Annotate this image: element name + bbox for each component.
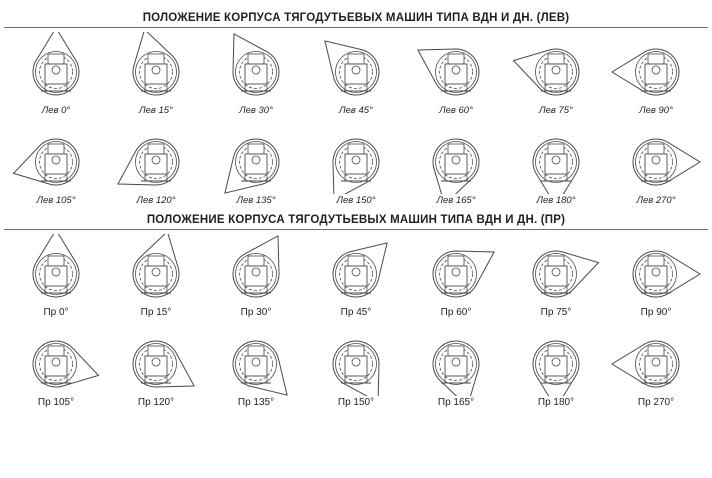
fan-figure: [208, 324, 304, 396]
fan-figure: [608, 234, 704, 306]
figure-cell[interactable]: [208, 122, 304, 206]
fan-figure: [208, 234, 304, 306]
figure-caption: Лев 90°: [639, 105, 673, 116]
fan-figure: [608, 122, 704, 194]
section-lev-title: ПОЛОЖЕНИЕ КОРПУСА ТЯГОДУТЬЕВЫХ МАШИН ТИПА ВДН И ДН. (ЛЕВ): [142, 12, 570, 24]
fan-figure: [308, 32, 404, 104]
figure-caption: Пр 165°: [437, 397, 475, 408]
figure-caption: Лев 150°: [336, 195, 376, 206]
pr-row-2: [0, 324, 712, 408]
figure-caption: Лев 30°: [239, 105, 273, 116]
fan-figure: [408, 324, 504, 396]
figure-caption: Пр 0°: [43, 307, 69, 318]
section-lev: [0, 0, 712, 206]
fan-figure: [108, 122, 204, 194]
figure-caption: Пр 15°: [140, 307, 172, 318]
fan-figure: [508, 32, 604, 104]
figure-caption: Лев 165°: [436, 195, 476, 206]
section-pr-title: ПОЛОЖЕНИЕ КОРПУСА ТЯГОДУТЬЕВЫХ МАШИН ТИПА ВДН И ДН. (ПР): [146, 214, 566, 226]
figure-caption: Пр 120°: [137, 397, 175, 408]
figure-cell[interactable]: [608, 32, 704, 116]
figure-caption: Лев 15°: [139, 105, 173, 116]
figure-cell[interactable]: [608, 122, 704, 206]
figure-caption: Пр 105°: [37, 397, 75, 408]
figure-caption: Пр 180°: [537, 397, 575, 408]
fan-figure: [108, 32, 204, 104]
figure-cell[interactable]: [408, 324, 504, 408]
figure-cell[interactable]: [8, 122, 104, 206]
fan-figure: [108, 234, 204, 306]
figure-caption: Пр 75°: [540, 307, 572, 318]
section-pr-title-wrap: [0, 206, 712, 226]
figure-cell[interactable]: [8, 234, 104, 318]
figure-caption: Лев 270°: [636, 195, 676, 206]
figure-cell[interactable]: [508, 122, 604, 206]
figure-cell[interactable]: [108, 122, 204, 206]
fan-figure: [208, 32, 304, 104]
figure-cell[interactable]: [208, 234, 304, 318]
fan-figure: [408, 234, 504, 306]
fan-figure: [508, 234, 604, 306]
fan-figure: [8, 234, 104, 306]
figure-caption: Лев 0°: [41, 105, 71, 116]
figure-cell[interactable]: [408, 32, 504, 116]
figure-cell[interactable]: [108, 324, 204, 408]
figure-caption: Лев 180°: [536, 195, 576, 206]
figure-cell[interactable]: [308, 32, 404, 116]
section-pr: [0, 206, 712, 408]
fan-figure: [208, 122, 304, 194]
figure-cell[interactable]: [608, 324, 704, 408]
figure-caption: Пр 60°: [440, 307, 472, 318]
fan-figure: [108, 324, 204, 396]
fan-figure: [308, 122, 404, 194]
figure-cell[interactable]: [408, 122, 504, 206]
figure-cell[interactable]: [508, 234, 604, 318]
figure-caption: Лев 135°: [236, 195, 276, 206]
figure-cell[interactable]: [308, 122, 404, 206]
figure-caption: Пр 270°: [637, 397, 675, 408]
figure-cell[interactable]: [108, 234, 204, 318]
figure-caption: Лев 60°: [439, 105, 473, 116]
section-lev-title-wrap: [0, 0, 712, 24]
fan-figure: [308, 324, 404, 396]
figure-cell[interactable]: [408, 234, 504, 318]
fan-figure: [608, 324, 704, 396]
figure-cell[interactable]: [8, 32, 104, 116]
fan-figure: [8, 122, 104, 194]
fan-figure: [308, 234, 404, 306]
figure-caption: Пр 135°: [237, 397, 275, 408]
lev-row-2: [0, 122, 712, 206]
fan-figure: [508, 122, 604, 194]
figure-cell[interactable]: [208, 324, 304, 408]
figure-caption: Лев 120°: [136, 195, 176, 206]
figure-cell[interactable]: [308, 234, 404, 318]
figure-caption: Пр 30°: [240, 307, 272, 318]
figure-caption: Лев 45°: [339, 105, 373, 116]
figure-cell[interactable]: [8, 324, 104, 408]
pr-row-1: [0, 230, 712, 318]
fan-figure: [8, 324, 104, 396]
figure-caption: Лев 75°: [539, 105, 573, 116]
figure-cell[interactable]: [108, 32, 204, 116]
fan-figure: [508, 324, 604, 396]
figure-caption: Пр 45°: [340, 307, 372, 318]
fan-figure: [8, 32, 104, 104]
figure-cell[interactable]: [508, 324, 604, 408]
fan-figure: [408, 122, 504, 194]
figure-caption: Пр 150°: [337, 397, 375, 408]
figure-cell[interactable]: [608, 234, 704, 318]
fan-figure: [608, 32, 704, 104]
lev-row-1: [0, 28, 712, 116]
figure-cell[interactable]: [508, 32, 604, 116]
figure-caption: Пр 90°: [640, 307, 672, 318]
fan-figure: [408, 32, 504, 104]
figure-caption: Лев 105°: [36, 195, 76, 206]
figure-cell[interactable]: [208, 32, 304, 116]
figure-cell[interactable]: [308, 324, 404, 408]
